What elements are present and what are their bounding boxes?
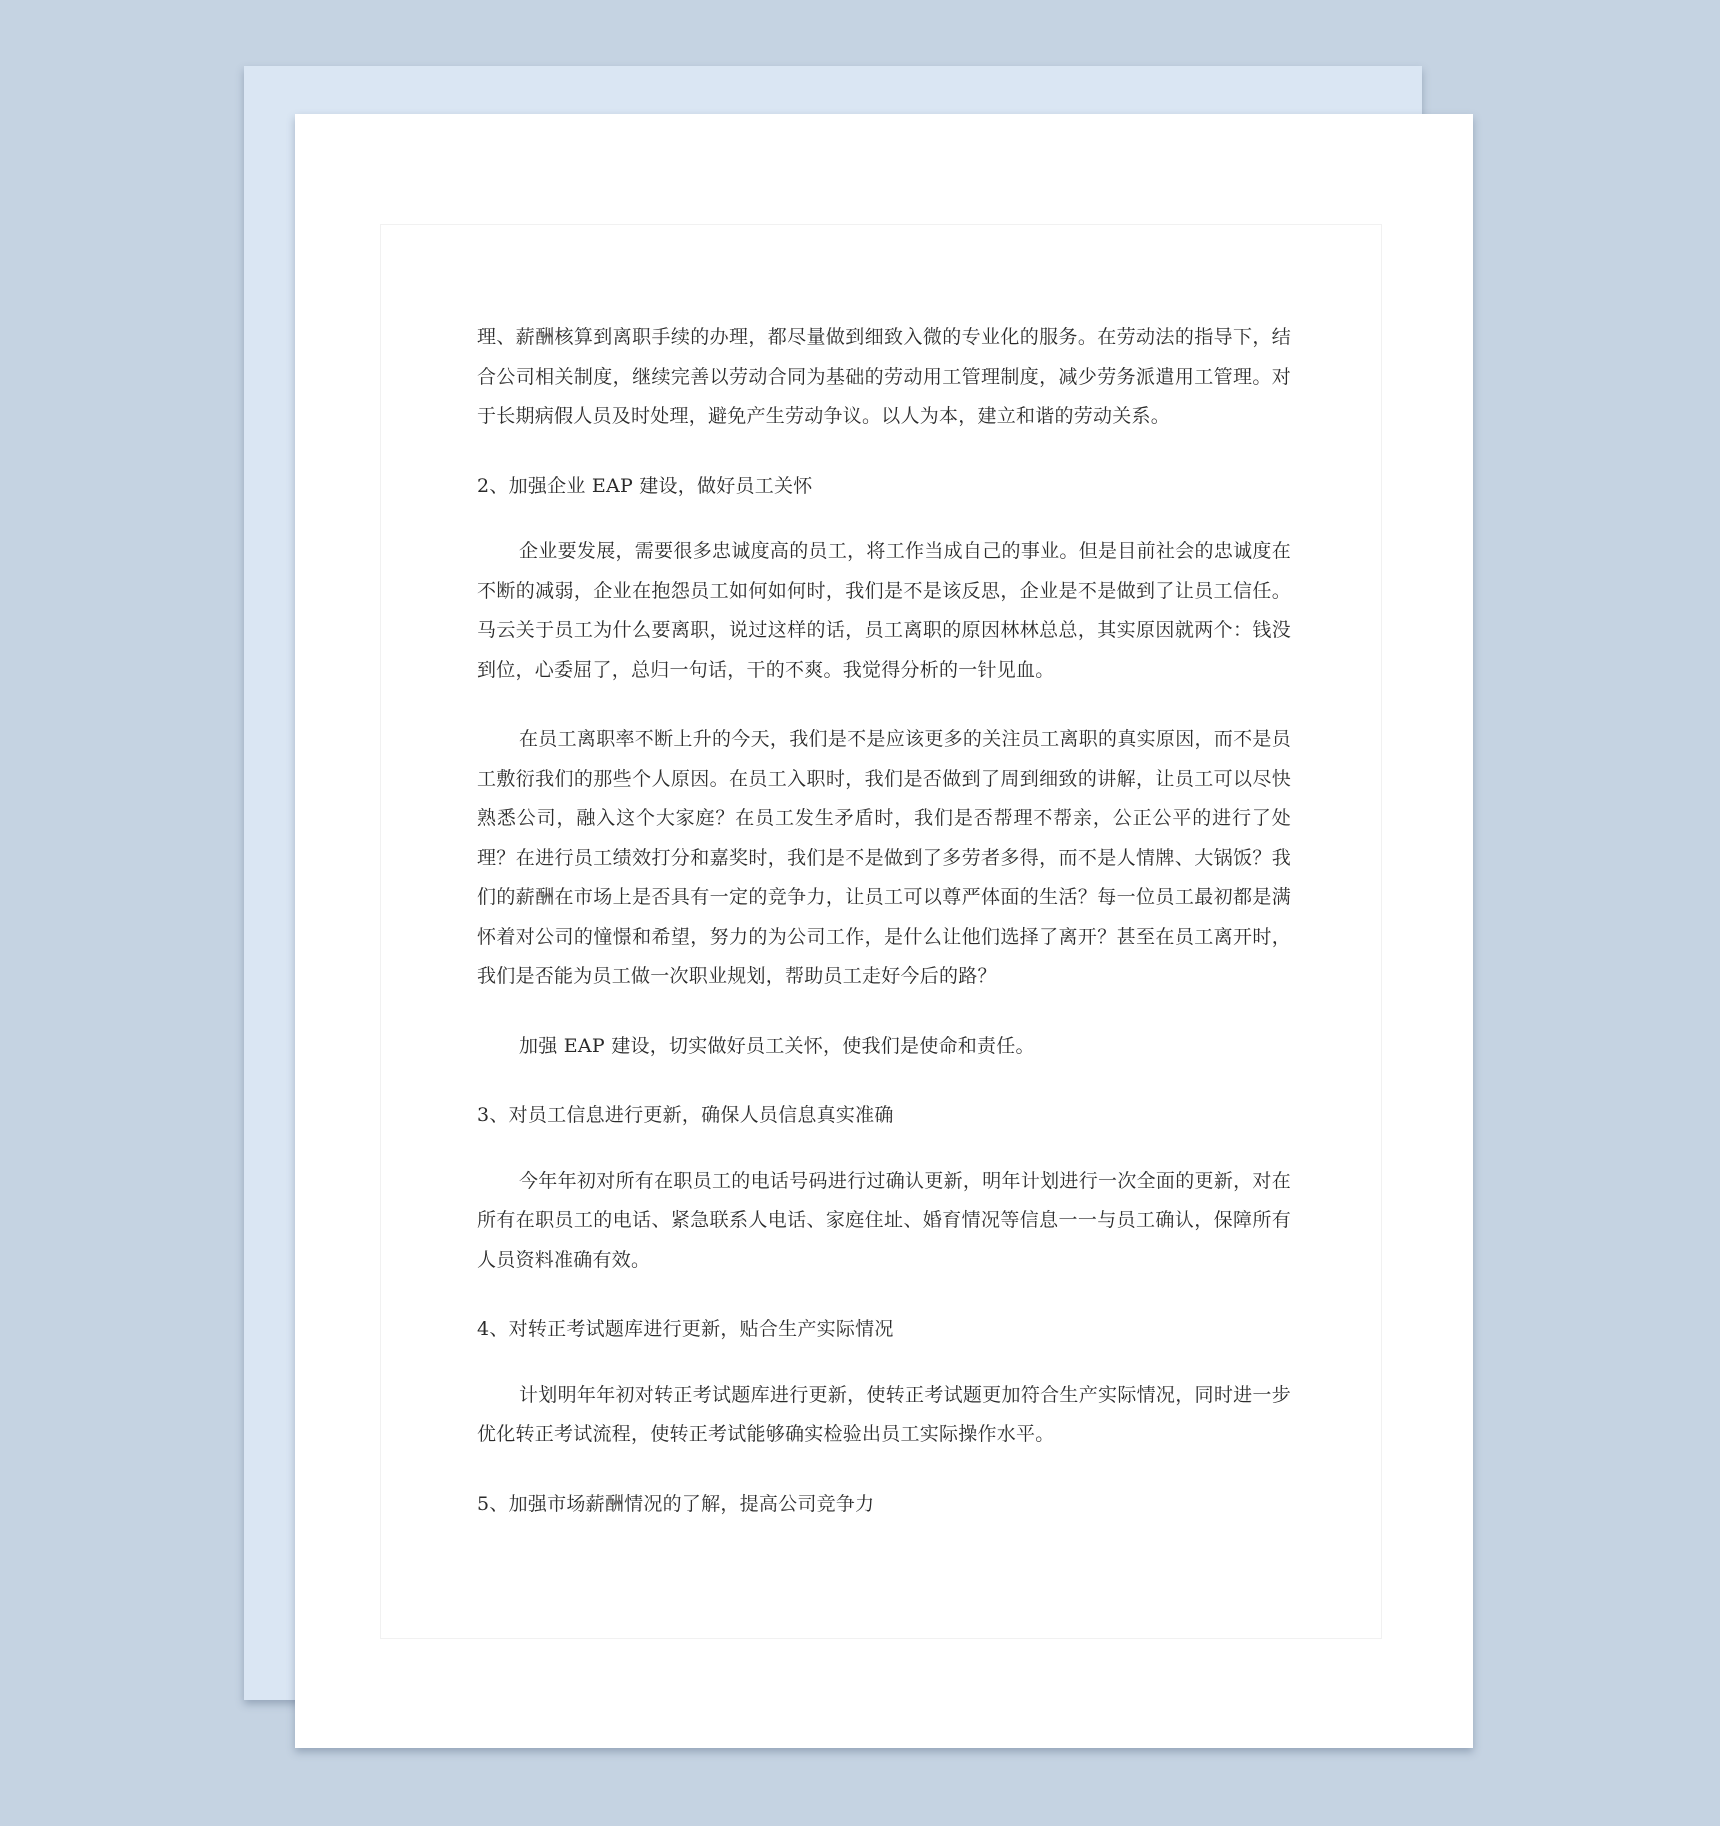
paragraph-eap-mission: 加强 EAP 建设，切实做好员工关怀，使我们是使命和责任。 [519, 1034, 1035, 1057]
section-heading-market-salary: 5、加强市场薪酬情况的了解，提高公司竞争力 [477, 1492, 875, 1515]
section-heading-eap: 2、加强企业 EAP 建设，做好员工关怀 [477, 474, 813, 497]
paragraph-employee-loyalty: 企业要发展，需要很多忠诚度高的员工，将工作当成自己的事业。但是目前社会的忠诚度在不断的减弱，企业在抱怨员工如何如何时，我们是不是该反思，企业是不是做到了让员工信任。马云关于员工为什么要离职，说过这样的话，员工离职的原因林林总总，其实原因就两个：钱没到位，心委屈了，总归一句话，干的不爽。我觉得分析的一针见血。 [477, 540, 1291, 681]
paragraph-turnover-reasons: 在员工离职率不断上升的今天，我们是不是应该更多的关注员工离职的真实原因，而不是员工敷衍我们的那些个人原因。在员工入职时，我们是否做到了周到细致的讲解，让员工可以尽快熟悉公司，融入这个大家庭？在员工发生矛盾时，我们是否帮理不帮亲，公正公平的进行了处理？在进行员工绩效打分和嘉奖时，我们是不是做到了多劳者多得，而不是人情牌、大锅饭？我们的薪酬在市场上是否具有一定的竞争力，让员工可以尊严体面的生活？每一位员工最初都是满怀着对公司的憧憬和希望，努力的为公司工作，是什么让他们选择了离开？甚至在员工离开时，我们是否能为员工做一次职业规划，帮助员工走好今后的路？ [477, 728, 1291, 987]
section-heading-exam-bank: 4、对转正考试题库进行更新，贴合生产实际情况 [477, 1318, 894, 1340]
paragraph-labor-relations: 理、薪酬核算到离职手续的办理，都尽量做到细致入微的专业化的服务。在劳动法的指导下，结合公司相关制度，继续完善以劳动合同为基础的劳动用工管理制度，减少劳务派遣用工管理。对于长期病假人员及时处理，避免产生劳动争议。以人为本，建立和谐的劳动关系。 [477, 326, 1291, 427]
document-page [295, 114, 1473, 1748]
paragraph-info-update: 今年年初对所有在职员工的电话号码进行过确认更新，明年计划进行一次全面的更新，对在所有在职员工的电话、紧急联系人电话、家庭住址、婚育情况等信息一一与员工确认，保障所有人员资料准确有效。 [477, 1169, 1291, 1271]
paragraph-exam-update: 计划明年年初对转正考试题库进行更新，使转正考试题更加符合生产实际情况，同时进一步优化转正考试流程，使转正考试能够确实检验出员工实际操作水平。 [477, 1383, 1291, 1445]
section-heading-employee-info: 3、对员工信息进行更新，确保人员信息真实准确 [477, 1104, 894, 1126]
document-body [477, 318, 1291, 1550]
